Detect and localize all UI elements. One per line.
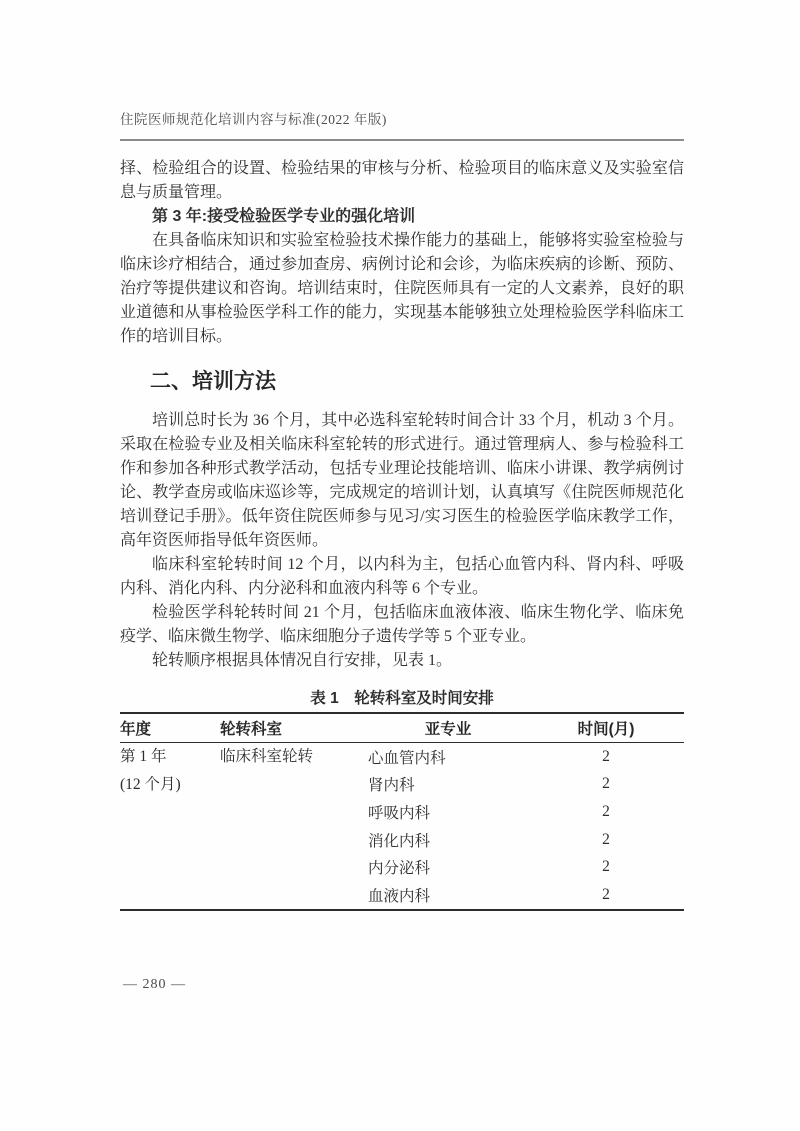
months-cell: 2: [602, 858, 610, 876]
page-content: [120, 112, 684, 911]
months-cell: 2: [602, 802, 610, 820]
methods-paragraph-order: 轮转顺序根据具体情况自行安排，见表 1。: [152, 652, 453, 669]
year-cell: [120, 743, 220, 910]
methods-paragraph-overview: 培训总时长为 36 个月，其中必选科室轮转时间合计 33 个月，机动 3 个月。采取在检验专业及相关临床科室轮转的形式进行。通过管理病人、参与检验科工作和参加各种形式教学活动，包括专业理论技能培训、临床小讲课、教学病例讨论、教学查房或临床巡诊等，完成规定的培训计划，认真填写《住院医师规范化培训登记手册》。低年资住院医师参与见习/实习医生的检验医学临床教学工作，高年资医师指导低年资医师。: [120, 412, 684, 549]
table-body: [120, 743, 684, 910]
subspecialty-cell: 心血管内科: [368, 749, 446, 767]
col-header-subspecialty: 亚专业: [368, 713, 528, 743]
page-number: — 280 —: [123, 977, 186, 992]
col-header-year: 年度: [120, 713, 220, 743]
months-cell: 2: [602, 885, 610, 903]
col-header-department: 轮转科室: [220, 713, 368, 743]
table-header: [120, 713, 684, 743]
months-cell: 2: [602, 830, 610, 848]
months-cell: 2: [602, 747, 610, 765]
year-note: (12 个月): [120, 775, 181, 793]
table-row: [120, 743, 684, 771]
subspecialty-cell: 血液内科: [368, 887, 431, 905]
section-heading-training-methods: 二、培训方法: [150, 370, 276, 393]
year3-paragraph: 在具备临床知识和实验室检验技术操作能力的基础上，能够将实验室检验与临床诊疗相结合，通过参加查房、病例讨论和会诊，为临床疾病的诊断、预防、治疗等提供建议和咨询。培训结束时，住院医师具有一定的人文素养，良好的职业道德和从事检验医学科工作的能力，实现基本能够独立处理检验医学科临床工作的培训目标。: [120, 232, 684, 345]
year3-subheading: 第 3 年:接受检验医学专业的强化培训: [152, 208, 416, 225]
running-head: 住院医师规范化培训内容与标准(2022 年版): [120, 112, 387, 127]
rotation-schedule-table: [120, 712, 684, 911]
department-cell: 临床科室轮转: [220, 748, 314, 765]
table-header-row: [120, 713, 684, 743]
methods-paragraph-clinical-rotation: 临床科室轮转时间 12 个月，以内科为主，包括心血管内科、肾内科、呼吸内科、消化内科、内分泌科和血液内科等 6 个专业。: [120, 556, 684, 597]
col-header-months: 时间(月): [528, 713, 684, 743]
subspecialty-cell: 内分泌科: [368, 860, 431, 878]
methods-paragraph-lab-rotation: 检验医学科轮转时间 21 个月，包括临床血液体液、临床生物化学、临床免疫学、临床微生物学、临床细胞分子遗传学等 5 个亚专业。: [120, 604, 684, 645]
paragraph-continuation: 择、检验组合的设置、检验结果的审核与分析、检验项目的临床意义及实验室信息与质量管理。: [120, 160, 684, 201]
table-caption: 表 1 轮转科室及时间安排: [310, 690, 494, 707]
months-cell: 2: [602, 775, 610, 793]
subspecialty-cell: 消化内科: [368, 832, 431, 850]
subspecialty-cell: 肾内科: [368, 777, 415, 795]
subspecialty-cell: 呼吸内科: [368, 804, 431, 822]
header-rule: [120, 139, 684, 141]
body-text: [120, 157, 684, 673]
year-label: 第 1 年: [120, 748, 167, 765]
